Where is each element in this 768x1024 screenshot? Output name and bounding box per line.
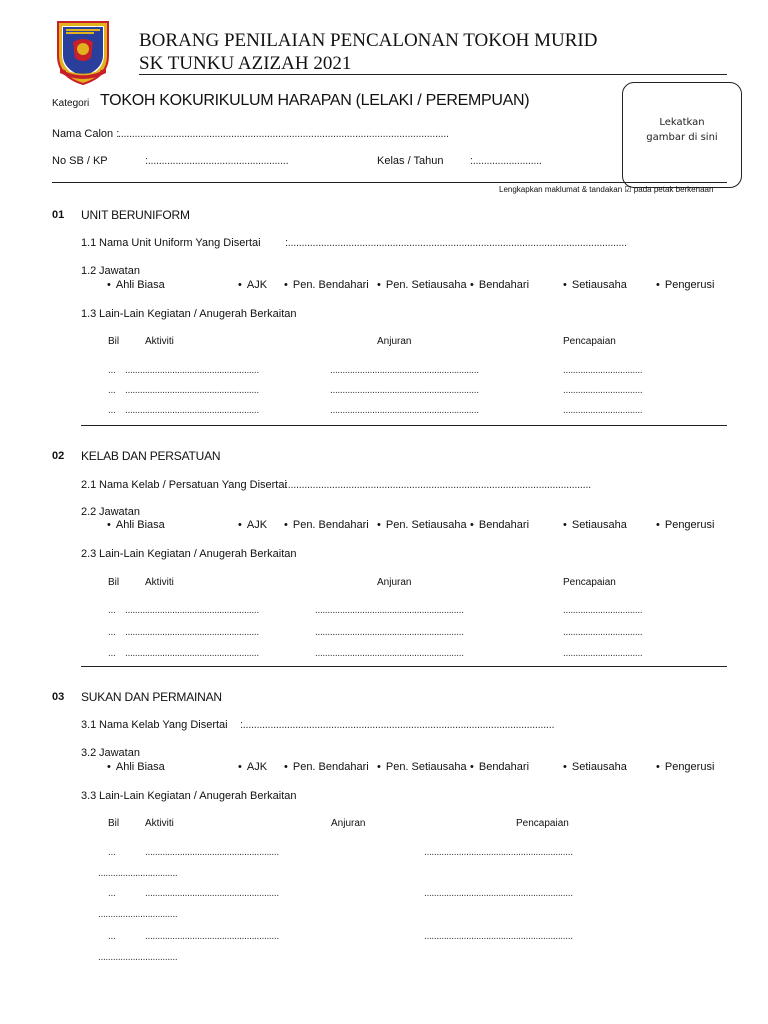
option-ajk[interactable]: • AJK xyxy=(238,279,267,291)
col-bil: Bil xyxy=(108,577,120,588)
option-pengerusi[interactable]: • Pengerusi xyxy=(656,761,714,773)
q-2-3-number: 2.3 xyxy=(81,548,97,560)
row-pencapaian[interactable]: ................................ xyxy=(563,648,643,659)
row-aktiviti[interactable]: ...................................................... xyxy=(145,847,279,858)
kategori-value: TOKOH KOKURIKULUM HARAPAN (LELAKI / PEREMPUAN) xyxy=(100,92,530,109)
row-bil[interactable]: ... xyxy=(108,847,116,858)
school-logo xyxy=(52,18,114,86)
q-1-1-field[interactable]: :........................................................................................................................... xyxy=(285,237,627,249)
col-aktiviti: Aktiviti xyxy=(145,577,174,588)
q-3-3-number: 3.3 xyxy=(81,790,97,802)
no-sb-label: No SB / KP xyxy=(52,155,108,167)
option-pengerusi[interactable]: • Pengerusi xyxy=(656,279,714,291)
row-bil[interactable]: ... xyxy=(108,627,116,638)
row-aktiviti[interactable]: ...................................................... xyxy=(125,365,259,376)
row-bil[interactable]: ... xyxy=(108,605,116,616)
q-1-2-label: Jawatan xyxy=(99,265,140,277)
row-aktiviti[interactable]: ...................................................... xyxy=(125,405,259,416)
q-2-1-number: 2.1 xyxy=(81,479,97,491)
col-aktiviti: Aktiviti xyxy=(145,818,174,829)
row-anjuran[interactable]: ............................................................ xyxy=(330,405,479,416)
row-bil[interactable]: ... xyxy=(108,931,116,942)
form-title-line1: BORANG PENILAIAN PENCALONAN TOKOH MURID xyxy=(139,30,598,51)
section-01-number: 01 xyxy=(52,209,65,221)
q-1-3-label: Lain-Lain Kegiatan / Anugerah Berkaitan xyxy=(99,308,297,320)
col-pencapaian: Pencapaian xyxy=(563,336,616,347)
row-anjuran[interactable]: ............................................................ xyxy=(424,888,573,899)
q-1-3-number: 1.3 xyxy=(81,308,97,320)
section-03-number: 03 xyxy=(52,691,65,703)
q-3-3-label: Lain-Lain Kegiatan / Anugerah Berkaitan xyxy=(99,790,297,802)
row-anjuran[interactable]: ............................................................ xyxy=(424,931,573,942)
section-03-title: SUKAN DAN PERMAINAN xyxy=(81,690,222,704)
option-ahli-biasa[interactable]: • Ahli Biasa xyxy=(107,279,165,291)
q-2-1-field[interactable]: :.............................................................................................................. xyxy=(285,479,591,491)
row-pencapaian[interactable]: ................................ xyxy=(563,605,643,616)
option-ajk[interactable]: • AJK xyxy=(238,761,267,773)
photo-label-line1: Lekatkan xyxy=(659,117,705,128)
row-aktiviti[interactable]: ...................................................... xyxy=(125,605,259,616)
form-title-line2: SK TUNKU AZIZAH 2021 xyxy=(139,53,352,74)
row-anjuran[interactable]: ............................................................ xyxy=(315,605,464,616)
row-aktiviti[interactable]: ...................................................... xyxy=(145,888,279,899)
kelas-label: Kelas / Tahun xyxy=(377,155,444,167)
row-anjuran[interactable]: ............................................................ xyxy=(315,648,464,659)
nama-calon-field[interactable]: ........................................................................................................................ xyxy=(118,128,449,140)
row-pencapaian[interactable]: ................................ xyxy=(563,405,643,416)
option-setiausaha[interactable]: • Setiausaha xyxy=(563,279,627,291)
option-bendahari[interactable]: • Bendahari xyxy=(470,519,529,531)
row-aktiviti[interactable]: ...................................................... xyxy=(125,627,259,638)
option-bendahari[interactable]: • Bendahari xyxy=(470,279,529,291)
option-pen-bendahari[interactable]: • Pen. Bendahari xyxy=(284,519,369,531)
col-pencapaian: Pencapaian xyxy=(563,577,616,588)
option-ahli-biasa[interactable]: • Ahli Biasa xyxy=(107,519,165,531)
instruction-note: Lengkapkan maklumat & tandakan ☑ pada petak berkenaan xyxy=(499,185,714,194)
row-pencapaian[interactable]: ................................ xyxy=(563,627,643,638)
col-pencapaian: Pencapaian xyxy=(516,818,569,829)
row-pencapaian[interactable]: ................................ xyxy=(563,365,643,376)
q-2-3-label: Lain-Lain Kegiatan / Anugerah Berkaitan xyxy=(99,548,297,560)
row-aktiviti[interactable]: ...................................................... xyxy=(125,385,259,396)
option-ajk[interactable]: • AJK xyxy=(238,519,267,531)
option-bendahari[interactable]: • Bendahari xyxy=(470,761,529,773)
q-3-1-label: Nama Kelab Yang Disertai xyxy=(99,719,228,731)
option-pengerusi[interactable]: • Pengerusi xyxy=(656,519,714,531)
option-setiausaha[interactable]: • Setiausaha xyxy=(563,519,627,531)
row-aktiviti[interactable]: ...................................................... xyxy=(145,931,279,942)
section-02-number: 02 xyxy=(52,450,65,462)
row-anjuran[interactable]: ............................................................ xyxy=(330,365,479,376)
q-2-2-label: Jawatan xyxy=(99,506,140,518)
photo-label-line2: gambar di sini xyxy=(646,132,718,143)
row-bil[interactable]: ... xyxy=(108,365,116,376)
header-divider xyxy=(139,74,727,75)
nama-calon-label: Nama Calon : xyxy=(52,128,120,140)
school-crest-icon xyxy=(52,18,114,86)
section-02-title: KELAB DAN PERSATUAN xyxy=(81,449,221,463)
kategori-label: Kategori xyxy=(52,98,90,109)
row-anjuran[interactable]: ............................................................ xyxy=(330,385,479,396)
row-pencapaian[interactable]: ................................ xyxy=(98,868,178,879)
option-ahli-biasa[interactable]: • Ahli Biasa xyxy=(107,761,165,773)
col-anjuran: Anjuran xyxy=(377,336,412,347)
col-anjuran: Anjuran xyxy=(331,818,366,829)
col-aktiviti: Aktiviti xyxy=(145,336,174,347)
row-aktiviti[interactable]: ...................................................... xyxy=(125,648,259,659)
no-sb-field[interactable]: :................................................... xyxy=(145,155,289,167)
row-anjuran[interactable]: ............................................................ xyxy=(424,847,573,858)
option-pen-setiausaha[interactable]: • Pen. Setiausaha xyxy=(377,761,467,773)
row-pencapaian[interactable]: ................................ xyxy=(563,385,643,396)
q-2-1-label: Nama Kelab / Persatuan Yang Disertai xyxy=(99,479,287,491)
row-bil[interactable]: ... xyxy=(108,648,116,659)
q-3-2-label: Jawatan xyxy=(99,747,140,759)
q-1-1-label: Nama Unit Uniform Yang Disertai xyxy=(99,237,261,249)
option-pen-setiausaha[interactable]: • Pen. Setiausaha xyxy=(377,519,467,531)
q-1-2-number: 1.2 xyxy=(81,265,97,277)
top-divider xyxy=(52,182,727,183)
row-bil[interactable]: ... xyxy=(108,405,116,416)
col-anjuran: Anjuran xyxy=(377,577,412,588)
row-pencapaian[interactable]: ................................ xyxy=(98,952,178,963)
row-pencapaian[interactable]: ................................ xyxy=(98,909,178,920)
kelas-field[interactable]: :......................... xyxy=(470,155,542,167)
section-02-divider xyxy=(81,666,727,667)
q-3-2-number: 3.2 xyxy=(81,747,97,759)
col-bil: Bil xyxy=(108,818,120,829)
section-01-divider xyxy=(81,425,727,426)
option-pen-bendahari[interactable]: • Pen. Bendahari xyxy=(284,279,369,291)
option-setiausaha[interactable]: • Setiausaha xyxy=(563,761,627,773)
q-1-1-number: 1.1 xyxy=(81,237,97,249)
photo-box[interactable] xyxy=(622,82,742,188)
col-bil: Bil xyxy=(108,336,120,347)
q-3-1-number: 3.1 xyxy=(81,719,97,731)
section-01-title: UNIT BERUNIFORM xyxy=(81,208,190,222)
option-pen-bendahari[interactable]: • Pen. Bendahari xyxy=(284,761,369,773)
row-bil[interactable]: ... xyxy=(108,888,116,899)
option-pen-setiausaha[interactable]: • Pen. Setiausaha xyxy=(377,279,467,291)
row-anjuran[interactable]: ............................................................ xyxy=(315,627,464,638)
q-2-2-number: 2.2 xyxy=(81,506,97,518)
q-3-1-field[interactable]: :................................................................................................................. xyxy=(240,719,555,731)
row-bil[interactable]: ... xyxy=(108,385,116,396)
